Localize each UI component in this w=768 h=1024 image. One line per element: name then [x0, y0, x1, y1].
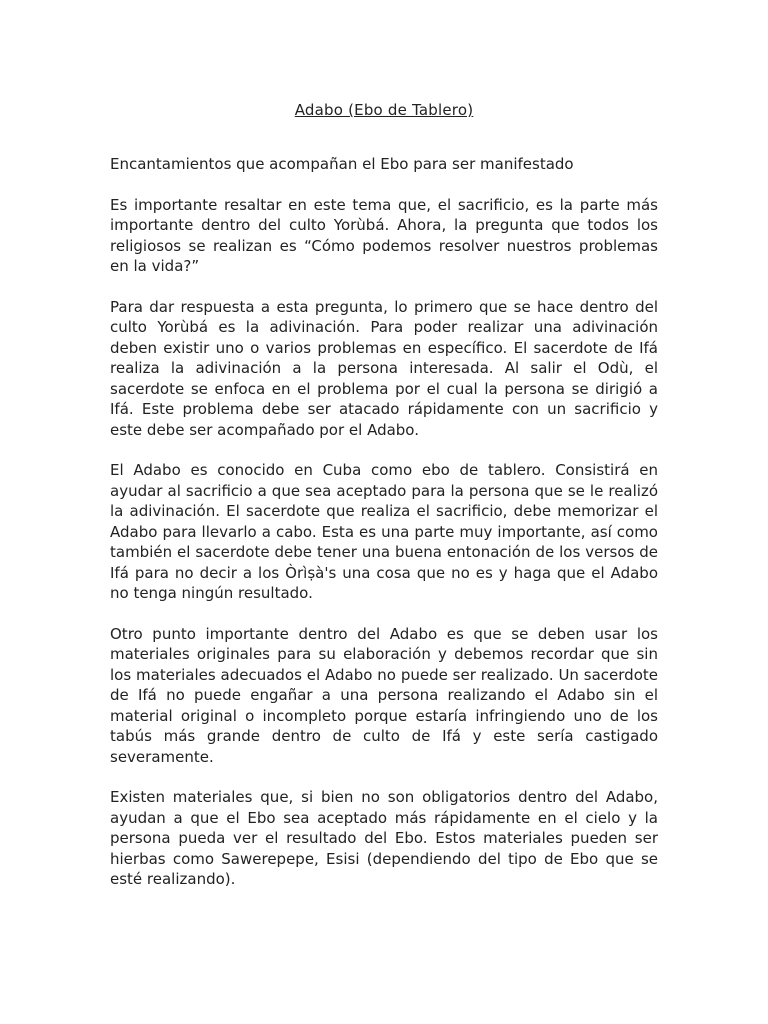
paragraph-2: Para dar respuesta a esta pregunta, lo primero que se hace dentro del culto Yorùbá es la adivinación. Para poder realizar una adivinación deben existir uno o varios problemas en específico. El sacerdote de Ifá realiza la adivinación a la persona interesada. Al salir el Odù, el sacerdote se enfoca en el problema por el cual la persona se dirigió a Ifá. Este problema debe ser atacado rápidamente con un sacrificio y este debe ser acompañado por el Adabo.: [110, 297, 658, 439]
document-subtitle: Encantamientos que acompañan el Ebo para ser manifestado: [110, 155, 574, 173]
document-title: Adabo (Ebo de Tablero): [294, 101, 474, 119]
paragraph-3: El Adabo es conocido en Cuba como ebo de tablero. Consistirá en ayudar al sacrificio a que sea aceptado para la persona que se le realizó la adivinación. El sacerdote que realiza el sacrificio, debe memorizar el Adabo para llevarlo a cabo. Esta es una parte muy importante, así como también el sacerdote debe tener una buena entonación de los versos de Ifá para no decir a los Òrìṣà's una cosa que no es y haga que el Adabo no tenga ningún resultado.: [110, 461, 658, 602]
paragraph-1: Es importante resaltar en este tema que, el sacrificio, es la parte más importante dentro del culto Yorùbá. Ahora, la pregunta que todos los religiosos se realizan es “Cómo podemos resolver nuestros problemas en la vida?”: [110, 195, 658, 275]
paragraph-4: Otro punto importante dentro del Adabo es que se deben usar los materiales originales para su elaboración y debemos recordar que sin los materiales adecuados el Adabo no puede ser realizado. Un sacerdote de Ifá no puede engañar a una persona realizando el Adabo sin el material original o incompleto porque estaría infringiendo uno de los tabús más grande dentro de culto de Ifá y este sería castigado severamente.: [110, 624, 658, 766]
document-page: [110, 100, 658, 910]
paragraph-5: Existen materiales que, si bien no son obligatorios dentro del Adabo, ayudan a que el Ebo sea aceptado más rápidamente en el cielo y la persona pueda ver el resultado del Ebo. Estos materiales pueden ser hierbas como Sawerepepe, Esisi (dependiendo del tipo de Ebo que se esté realizando).: [110, 788, 658, 888]
